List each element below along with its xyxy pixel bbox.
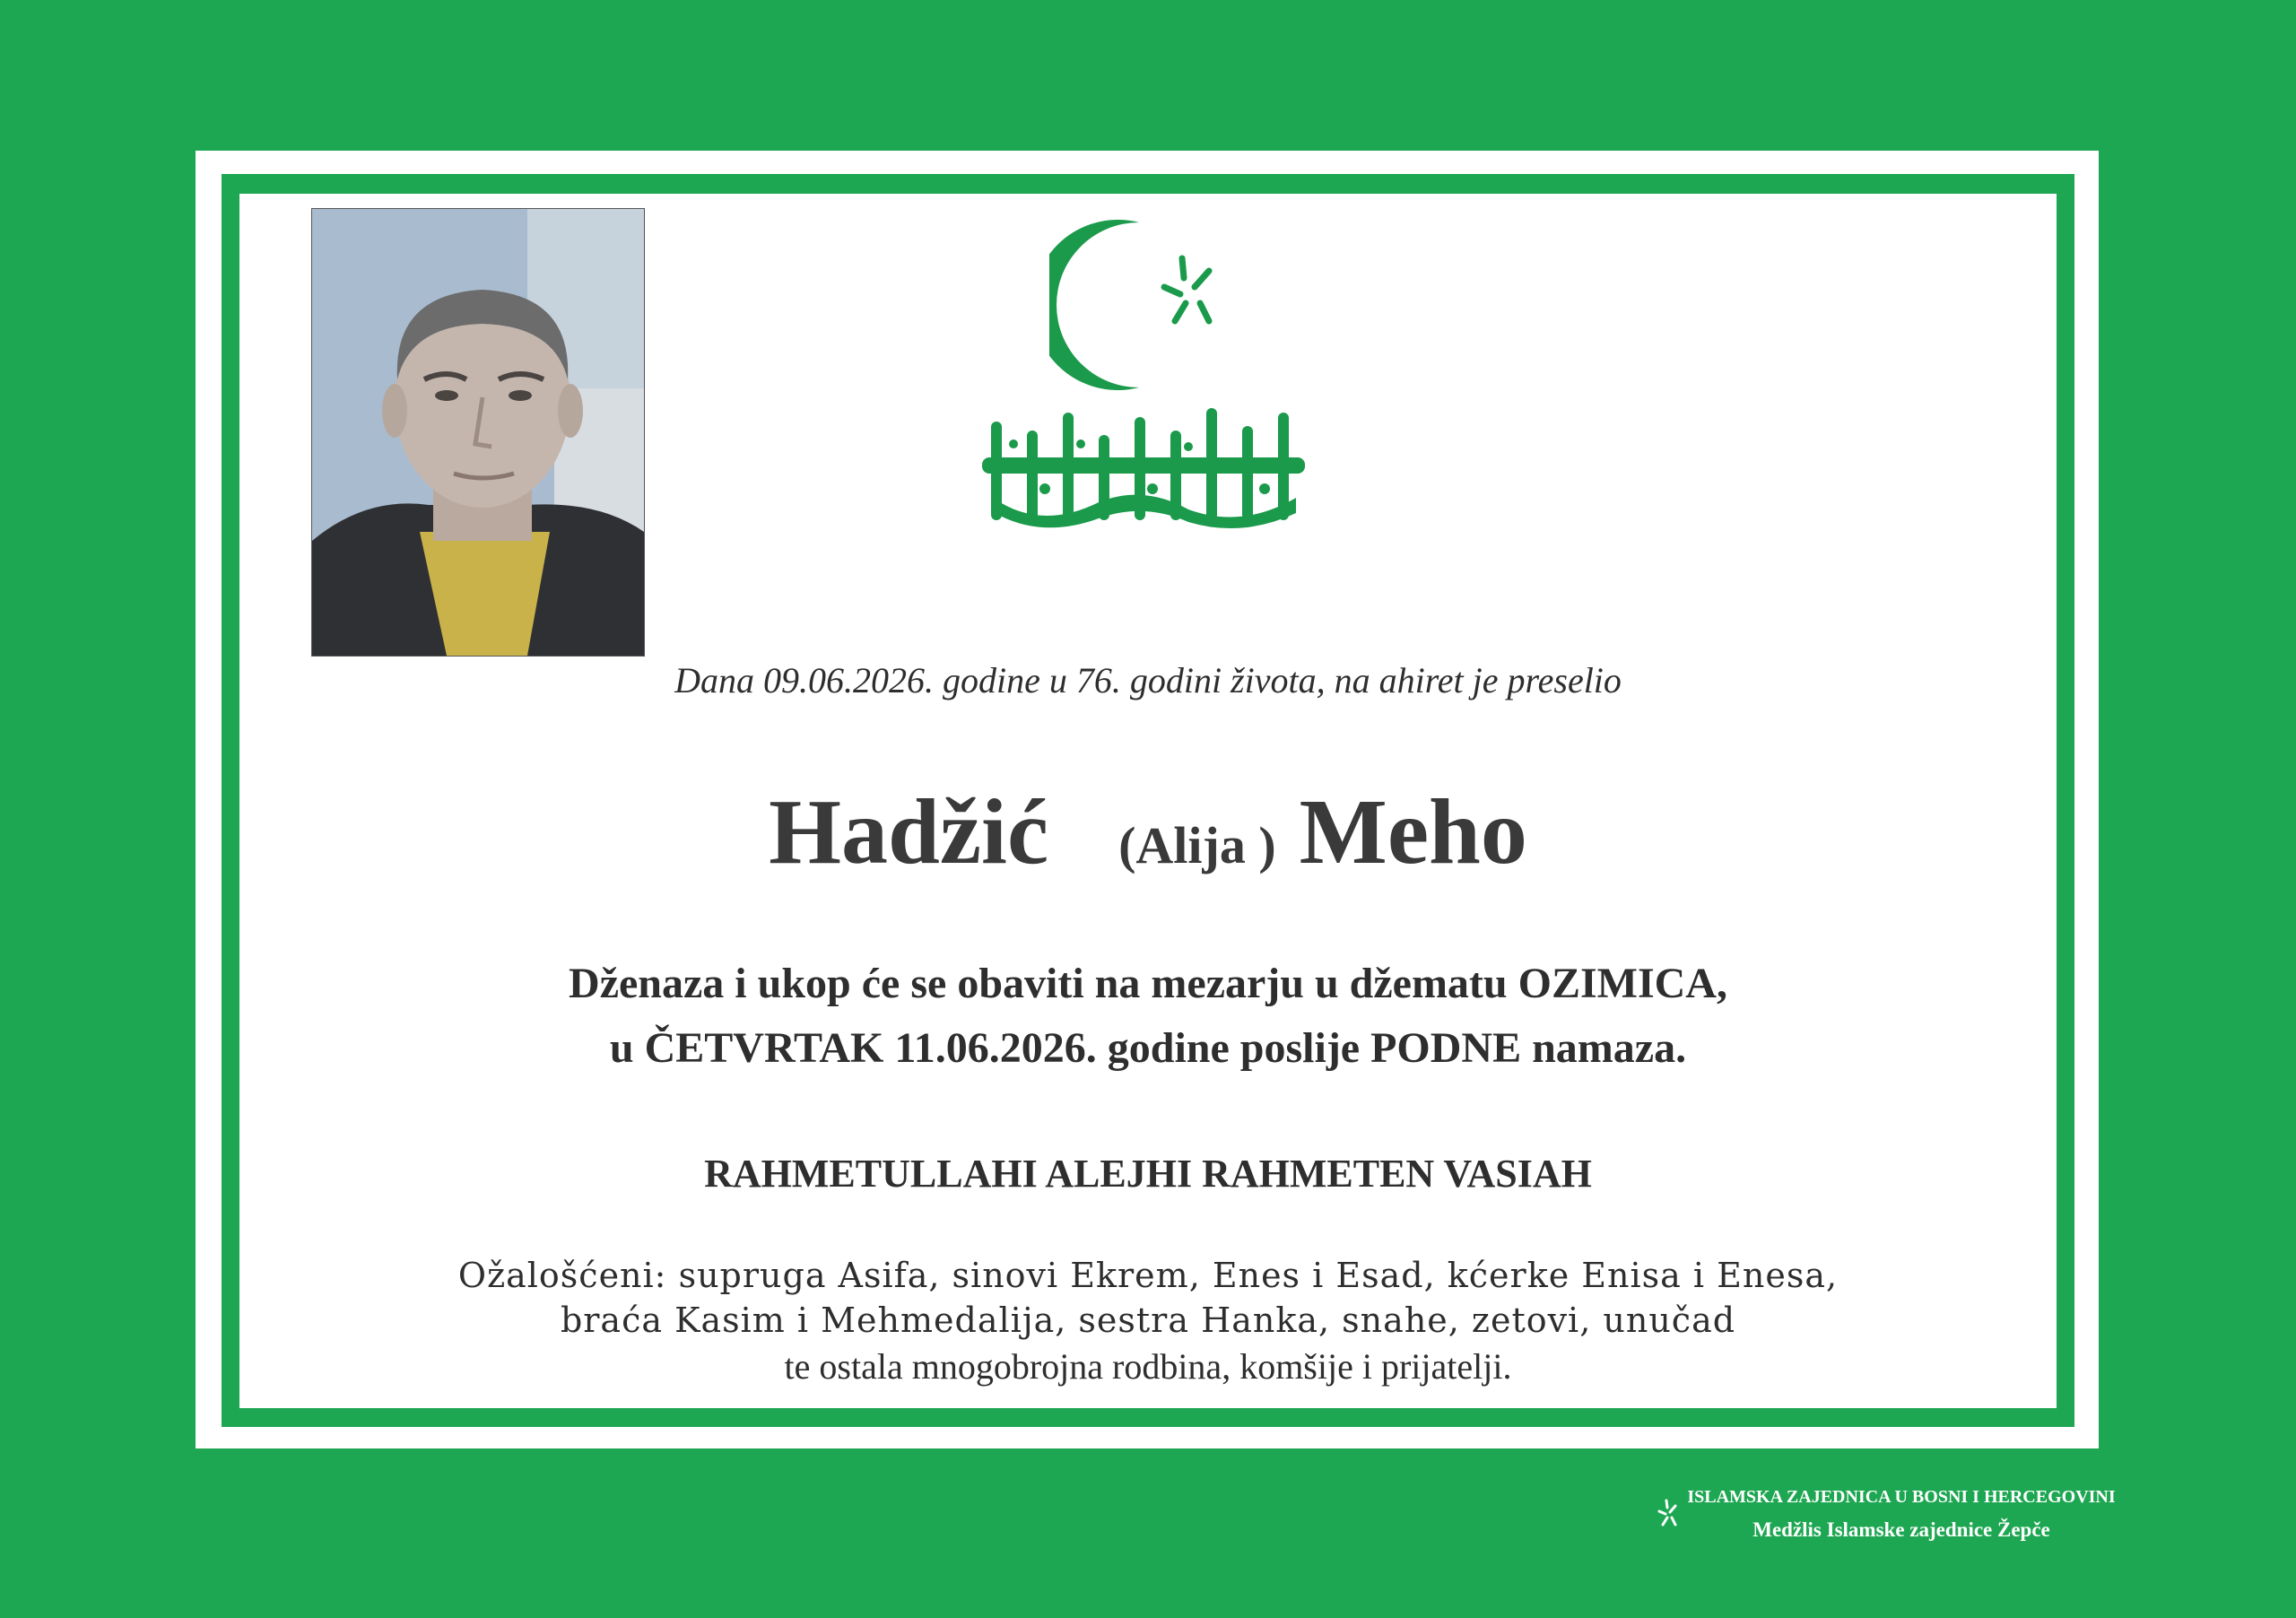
father-name: (Alija ) [1118,816,1276,874]
arabic-calligraphy [964,404,1323,538]
deceased-photo [311,208,645,657]
funeral-info-line2: u ČETVRTAK 11.06.2026. godine poslije PODNE namaza. [609,1024,1687,1072]
footer-org-name: ISLAMSKA ZAJEDNICA U BOSNI I HERCEGOVINI [1687,1487,2116,1507]
crescent-star-icon [1622,1483,1684,1545]
prayer-line: RAHMETULLAHI ALEJHI RAHMETEN VASIAH [704,1152,1592,1196]
surname: Hadžić [769,780,1049,883]
first-name: Meho [1299,780,1527,883]
footer-org-unit: Medžlis Islamske zajednice Žepče [1752,1518,2050,1541]
mourners-line1: Ožalošćeni: supruga Asifa, sinovi Ekrem, Enes i Esad, kćerke Enisa i Enesa, [457,1256,1839,1295]
crescent-star-icon [1049,215,1256,395]
death-announcement-line: Dana 09.06.2026. godine u 76. godini života, na ahiret je preselio [674,660,1622,700]
funeral-info-line1: Dženaza i ukop će se obaviti na mezarju u džematu OZIMICA, [569,960,1727,1007]
deceased-name [239,779,2057,885]
mourners-line3: te ostala mnogobrojna rodbina, komšije i prijatelji. [784,1346,1512,1387]
mourners-line2: braća Kasim i Mehmedalija, sestra Hanka, snahe, zetovi, unučad [560,1300,1736,1340]
